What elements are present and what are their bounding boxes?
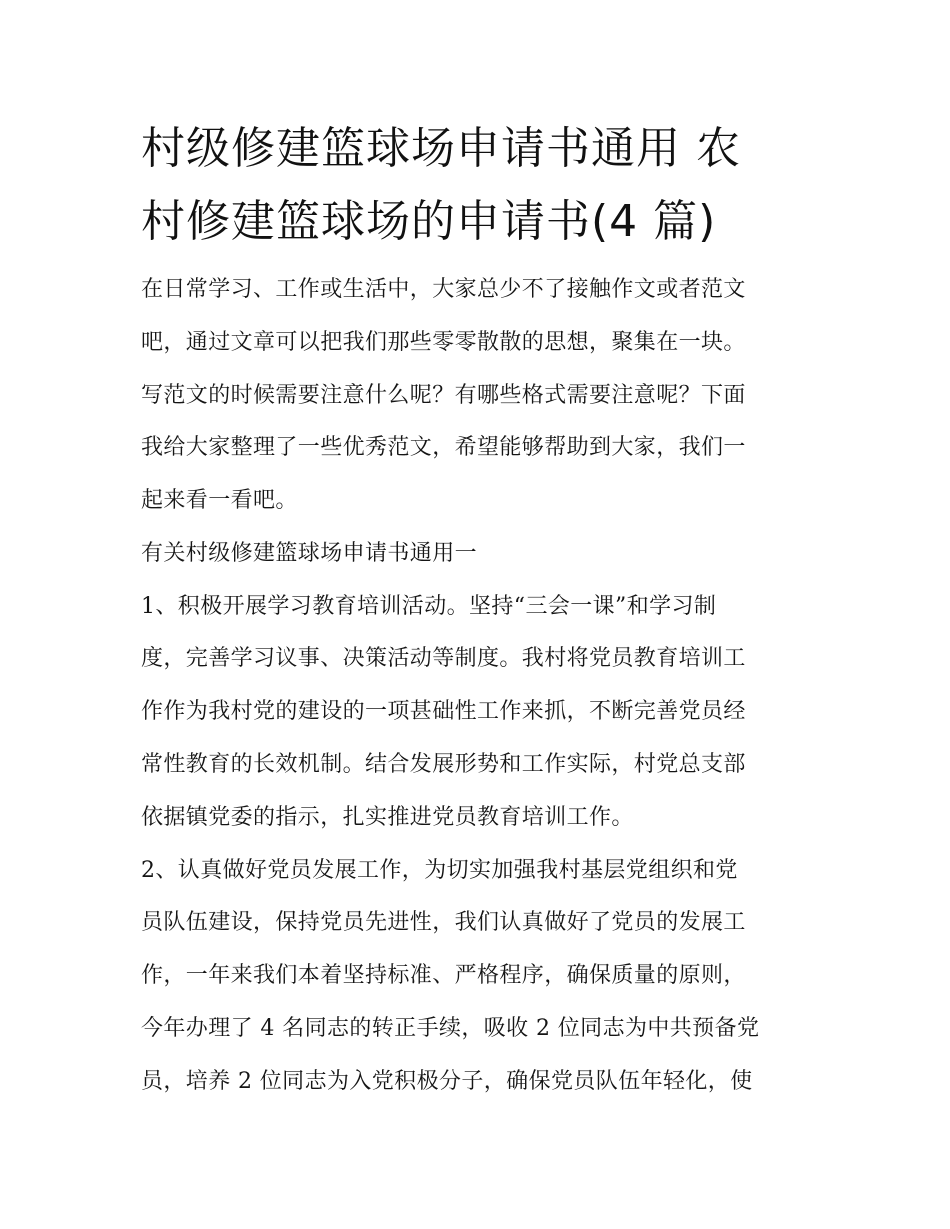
text-line: 1、积极开展学习教育培训活动。坚持“三会一课”和学习制: [141, 593, 717, 619]
text-line: 写范文的时候需要注意什么呢？有哪些格式需要注意呢？下面: [141, 382, 746, 408]
text-line: 员队伍建设，保持党员先进性，我们认真做好了党员的发展工: [141, 910, 746, 936]
text-line: 作作为我村党的建设的一项甚础性工作来抓，不断完善党员经: [141, 699, 746, 725]
text-line: 依据镇党委的指示，扎实推进党员教育培训工作。: [141, 804, 634, 830]
intro-paragraph: [141, 272, 821, 519]
title-line: 村级修建篮球场申请书通用 农: [141, 123, 741, 174]
text-line: 常性教育的长效机制。结合发展形势和工作实际，村党总支部: [141, 752, 746, 778]
text-line: 2、认真做好党员发展工作，为切实加强我村基层党组织和党: [141, 857, 738, 883]
text-line: 起来看一看吧。: [141, 488, 298, 514]
document-body: [141, 272, 821, 1099]
text-line: 今年办理了 4 名同志的转正手续，吸收 2 位同志为中共预备党: [141, 1015, 760, 1041]
text-line: 有关村级修建篮球场申请书通用一: [141, 540, 478, 566]
item-1-paragraph: [141, 589, 821, 836]
document-title: [141, 112, 821, 258]
section-heading: [141, 536, 821, 572]
text-line: 员，培养 2 位同志为入党积极分子，确保党员队伍年轻化，使: [141, 1068, 753, 1094]
text-line: 作，一年来我们本着坚持标准、严格程序，确保质量的原则，: [141, 963, 746, 989]
text-line: 吧，通过文章可以把我们那些零零散散的思想，聚集在一块。: [141, 329, 746, 355]
document-content: [141, 112, 821, 1117]
text-line: 在日常学习、工作或生活中，大家总少不了接触作文或者范文: [141, 277, 746, 302]
text-line: 度，完善学习议事、决策活动等制度。我村将党员教育培训工: [141, 646, 746, 672]
title-line: 村修建篮球场的申请书(4 篇): [141, 196, 717, 247]
text-line: 我给大家整理了一些优秀范文，希望能够帮助到大家，我们一: [141, 435, 746, 461]
item-2-paragraph: [141, 853, 821, 1100]
